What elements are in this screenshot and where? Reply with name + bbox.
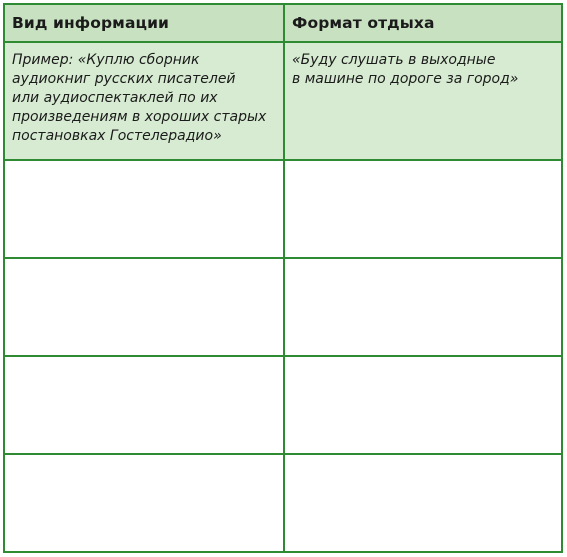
table-header-row (5, 5, 561, 43)
empty-cell-rest-format[interactable] (285, 455, 561, 553)
example-rest-format: «Буду слушать в выходные в машине по дороге за город» (285, 43, 561, 161)
empty-cell-rest-format[interactable] (285, 161, 561, 259)
header-rest-format: Формат отдыха (285, 5, 561, 43)
table-row (5, 259, 561, 357)
header-info-type: Вид информации (5, 5, 285, 43)
example-row (5, 43, 561, 161)
empty-cell-info-type[interactable] (5, 357, 285, 455)
empty-cell-rest-format[interactable] (285, 259, 561, 357)
empty-cell-rest-format[interactable] (285, 357, 561, 455)
table-row (5, 357, 561, 455)
table-row (5, 455, 561, 553)
empty-cell-info-type[interactable] (5, 259, 285, 357)
example-info-type: Пример: «Куплю сборник аудиокниг русских писателей или аудиоспектаклей по их произведениям в хороших старых постановках Гостелерадио» (5, 43, 285, 161)
activity-table (3, 3, 563, 553)
empty-cell-info-type[interactable] (5, 455, 285, 553)
table-row (5, 161, 561, 259)
empty-cell-info-type[interactable] (5, 161, 285, 259)
